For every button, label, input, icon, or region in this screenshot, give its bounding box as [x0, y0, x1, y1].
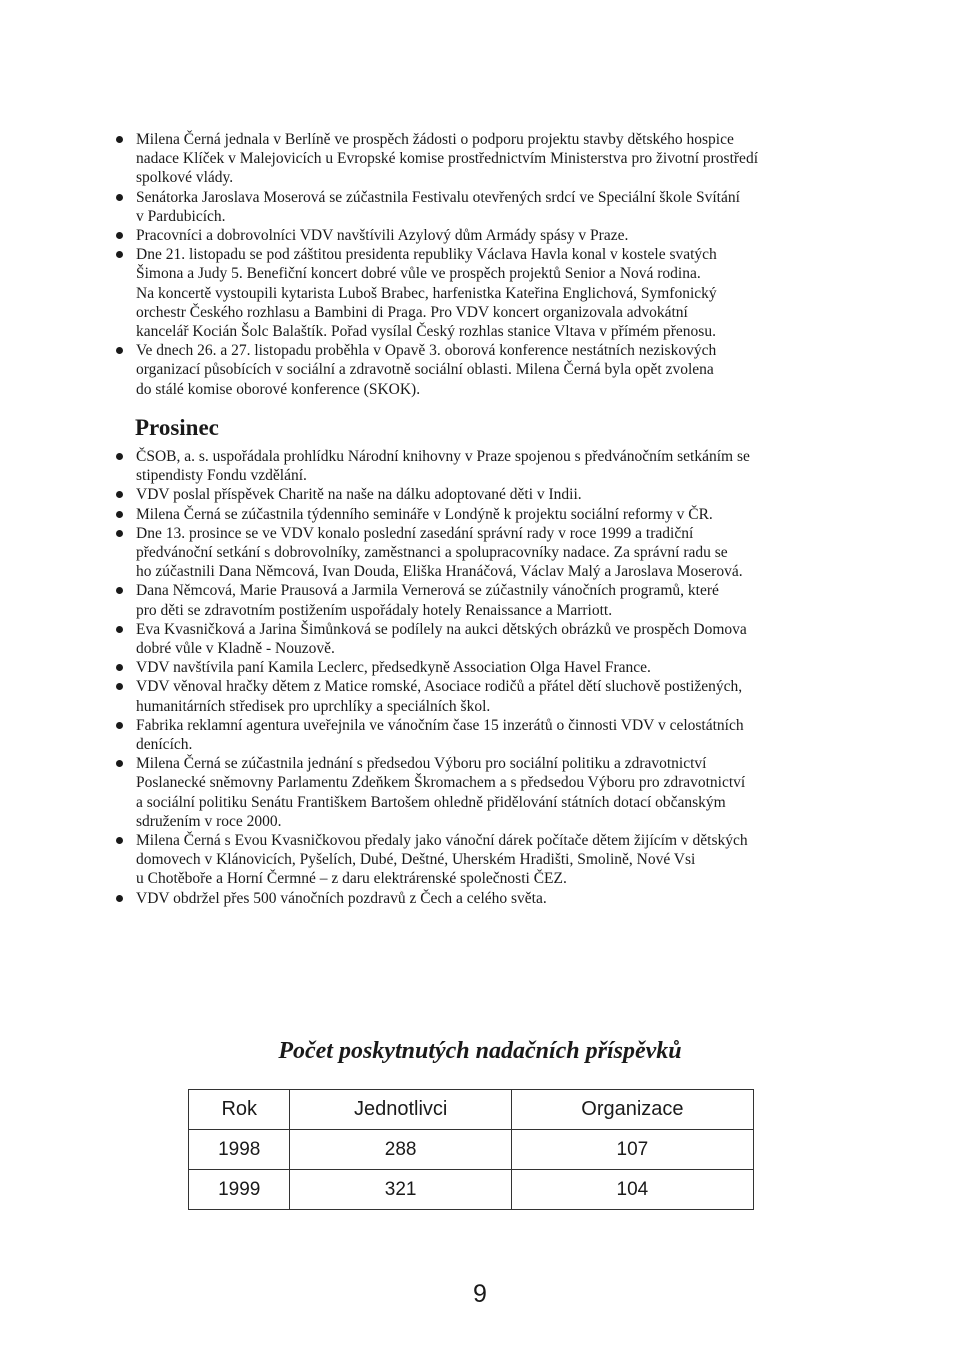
- table-header-row: [189, 1090, 754, 1130]
- bullet-list-november: [116, 130, 816, 399]
- list-item: Ve dnech 26. a 27. listopadu proběhla v Opavě 3. oborová konference nestátních neziskových organizací působících v sociální a zdravotně sociální oblasti. Milena Černá byla opět zvolena do stálé komise oborové konference (SKOK).: [116, 341, 816, 399]
- list-item: Milena Černá se zúčastnila týdenního semináře v Londýně k projektu sociální reformy v ČR.: [116, 505, 816, 524]
- bullet-icon: [116, 491, 123, 498]
- table-row: [189, 1130, 754, 1170]
- list-item: VDV poslal příspěvek Charitě na naše na dálku adoptované děti v Indii.: [116, 485, 816, 504]
- list-item: ČSOB, a. s. uspořádala prohlídku Národní knihovny v Praze spojenou s předvánočním setkáním se stipendisty Fondu vzdělání.: [116, 447, 816, 485]
- bullet-icon: [116, 251, 123, 258]
- bullet-icon: [116, 722, 123, 729]
- list-item: Fabrika reklamní agentura uveřejnila ve vánočním čase 15 inzerátů o činnosti VDV v celostátních denících.: [116, 716, 816, 754]
- list-item: Dne 21. listopadu se pod záštitou presidenta republiky Václava Havla konal v kostele svatých Šimona a Judy 5. Benefiční koncert dobré vůle ve prospěch projektů Senior a Nová rodina. Na koncertě vystoupili kytarista Luboš Brabec, harfenistka Kateřina Englichová, Symfonický orchestr Českého rozhlasu a Bambini di Praga. Pro VDV koncert organizovala advokátní kancelář Kocián Šolc Balaštík. Pořad vysílal Český rozhlas stanice Vltava v přímém přenosu.: [116, 245, 816, 341]
- list-item: Eva Kvasničková a Jarina Šimůnková se podílely na aukci dětských obrázků ve prospěch Domova dobré vůle v Kladně - Nouzově.: [116, 620, 816, 658]
- bullet-icon: [116, 453, 123, 460]
- bullet-icon: [116, 760, 123, 767]
- column-header-organizations: Organizace: [511, 1090, 753, 1130]
- column-header-individuals: Jednotlivci: [290, 1090, 511, 1130]
- table-cell: 104: [511, 1170, 753, 1210]
- bullet-icon: [116, 683, 123, 690]
- bullet-icon: [116, 587, 123, 594]
- table-cell: 1999: [189, 1170, 290, 1210]
- bullet-icon: [116, 837, 123, 844]
- list-item: Milena Černá jednala v Berlíně ve prospěch žádosti o podporu projektu stavby dětského hospice nadace Klíček v Malejovicích u Evropské komise prostřednictvím Ministerstva pro životní prostředí spolkové vlády.: [116, 130, 816, 188]
- table-title: Počet poskytnutých nadačních příspěvků: [278, 1038, 682, 1064]
- list-item: Dne 13. prosince se ve VDV konalo poslední zasedání správní rady v roce 1999 a tradiční předvánoční setkání s dobrovolníky, zaměstnanci a spolupracovníky nadace. Za správní radu se ho zúčastnili Dana Němcová, Ivan Douda, Eliška Hranáčová, Václav Malý a Jaroslava Moserová.: [116, 524, 816, 582]
- table-cell: 321: [290, 1170, 511, 1210]
- bullet-icon: [116, 136, 123, 143]
- column-header-year: Rok: [189, 1090, 290, 1130]
- grants-table: [188, 1089, 754, 1210]
- bullet-icon: [116, 194, 123, 201]
- table-cell: 1998: [189, 1130, 290, 1170]
- list-item: VDV navštívila paní Kamila Leclerc, předsedkyně Association Olga Havel France.: [116, 658, 816, 677]
- bullet-icon: [116, 664, 123, 671]
- bullet-icon: [116, 347, 123, 354]
- list-item: Senátorka Jaroslava Moserová se zúčastnila Festivalu otevřených srdcí ve Speciální škole Svítání v Pardubicích.: [116, 188, 816, 226]
- list-item: Milena Černá se zúčastnila jednání s předsedou Výboru pro sociální politiku a zdravotnictví Poslanecké sněmovny Parlamentu Zdeňkem Škromachem a s předsedou Výboru pro zdravotnictví a sociální politiku Senátu Františkem Bartošem ohledně přidělování státních dotací občanským sdružením v roce 2000.: [116, 754, 816, 831]
- table-cell: 288: [290, 1130, 511, 1170]
- table-cell: 107: [511, 1130, 753, 1170]
- list-item: VDV obdržel přes 500 vánočních pozdravů z Čech a celého světa.: [116, 889, 816, 908]
- list-item: Pracovníci a dobrovolníci VDV navštívili Azylový dům Armády spásy v Praze.: [116, 226, 816, 245]
- list-item: Milena Černá s Evou Kvasničkovou předaly jako vánoční dárek počítače dětem žijícím v dětských domovech v Klánovicích, Pyšelích, Dubé, Deštné, Uherském Hradišti, Smolině, Nové Vsi u Chotěboře a Horní Čermné – z daru elektrárenské společnosti ČEZ.: [116, 831, 816, 889]
- list-item: Dana Němcová, Marie Prausová a Jarmila Vernerová se zúčastnily vánočních programů, které pro děti se zdravotním postižením uspořádaly hotely Renaissance a Marriott.: [116, 581, 816, 619]
- bullet-icon: [116, 626, 123, 633]
- section-heading-prosinec: Prosinec: [135, 415, 219, 440]
- bullet-icon: [116, 232, 123, 239]
- bullet-list-december: [116, 447, 816, 908]
- bullet-icon: [116, 530, 123, 537]
- bullet-icon: [116, 511, 123, 518]
- page-number: 9: [473, 1280, 487, 1308]
- bullet-icon: [116, 895, 123, 902]
- table-row: [189, 1170, 754, 1210]
- list-item: VDV věnoval hračky dětem z Matice romské, Asociace rodičů a přátel dětí sluchově postižených, humanitárních středisek pro uprchlíky a speciálních škol.: [116, 677, 816, 715]
